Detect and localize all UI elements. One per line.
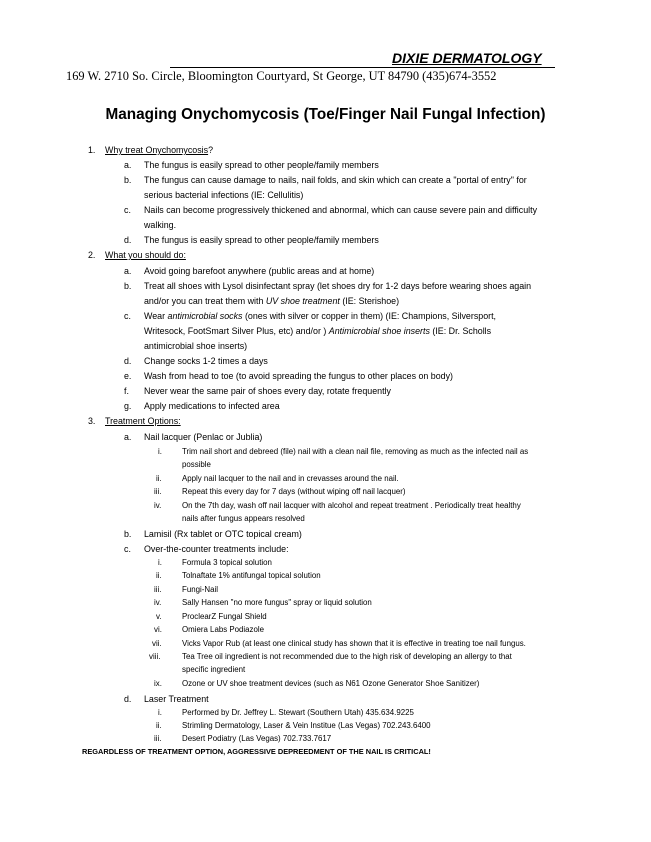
list-marker: vii. — [152, 639, 162, 648]
list-marker: iv. — [154, 501, 162, 510]
treatment-option: Lamisil (Rx tablet or OTC topical cream) — [144, 529, 302, 539]
list-item: The fungus is easily spread to other people/family members — [144, 160, 379, 170]
treatment-option: Nail lacquer (Penlac or Jublia) — [144, 432, 263, 442]
list-item: ProclearZ Fungal Shield — [182, 612, 267, 621]
list-marker: iv. — [154, 598, 162, 607]
list-item: On the 7th day, wash off nail lacquer with alcohol and repeat treatment . Periodically treat healthy — [182, 501, 521, 510]
list-item: Omiera Labs Podiazole — [182, 625, 265, 634]
list-item: The fungus is easily spread to other people/family members — [144, 235, 379, 245]
list-marker: iii. — [154, 487, 162, 496]
list-item: Tolnaftate 1% antifungal topical solution — [182, 571, 321, 580]
section-heading: What you should do: — [105, 250, 186, 260]
list-marker: d. — [124, 694, 132, 704]
list-marker: i. — [158, 708, 162, 717]
list-marker: vi. — [154, 625, 162, 634]
list-marker: ii. — [156, 721, 162, 730]
list-marker: c. — [124, 205, 131, 215]
list-marker: g. — [124, 401, 132, 411]
list-item: Wear antimicrobial socks (ones with silver or copper in them) (IE: Champions, Silversport, — [144, 311, 497, 321]
list-item: Fungi-Nail — [182, 585, 218, 594]
clinic-name: DIXIE DERMATOLOGY — [392, 50, 542, 66]
list-item: Repeat this every day for 7 days (without wiping off nail lacquer) — [182, 487, 406, 496]
list-marker: b. — [124, 281, 132, 291]
list-marker: c. — [124, 311, 131, 321]
list-item: Performed by Dr. Jeffrey L. Stewart (Southern Utah) 435.634.9225 — [182, 708, 414, 717]
list-marker: b. — [124, 175, 132, 185]
treatment-option: Over-the-counter treatments include: — [144, 544, 289, 554]
list-marker: v. — [156, 612, 162, 621]
list-item-continued: walking. — [144, 220, 177, 230]
list-item: Sally Hansen "no more fungus" spray or liquid solution — [182, 598, 372, 607]
list-marker: e. — [124, 371, 132, 381]
list-marker: ii. — [156, 474, 162, 483]
list-item: Avoid going barefoot anywhere (public areas and at home) — [144, 266, 375, 276]
list-marker: iii. — [154, 585, 162, 594]
clinic-address: 169 W. 2710 So. Circle, Bloomington Courtyard, St George, UT 84790 (435)674-3552 — [66, 69, 497, 83]
list-item: Tea Tree oil ingredient is not recommended due to the high risk of developing an allergy to that — [182, 652, 512, 661]
list-item: Ozone or UV shoe treatment devices (such as N61 Ozone Generator Shoe Sanitizer) — [182, 679, 480, 688]
list-item: Apply nail lacquer to the nail and in crevasses around the nail. — [182, 474, 399, 483]
list-item-continued: possible — [182, 460, 211, 469]
list-item-continued: nails after fungus appears resolved — [182, 514, 305, 523]
list-marker: ix. — [154, 679, 162, 688]
list-item: Change socks 1-2 times a days — [144, 356, 268, 366]
list-marker: a. — [124, 266, 132, 276]
list-item-continued: and/or you can treat them with UV shoe treatment (IE: Sterishoe) — [144, 296, 400, 306]
section-number: 3. — [88, 416, 96, 426]
list-item-continued: antimicrobial shoe inserts) — [144, 341, 248, 351]
list-marker: viii. — [149, 652, 161, 661]
footer-warning: REGARDLESS OF TREATMENT OPTION, AGGRESSIVE DEPREEDMENT OF THE NAIL IS CRITICAL! — [82, 747, 431, 756]
list-marker: b. — [124, 529, 132, 539]
list-marker: c. — [124, 544, 131, 554]
list-item: Desert Podiatry (Las Vegas) 702.733.7617 — [182, 734, 332, 743]
list-item: Strimling Dermatology, Laser & Vein Institue (Las Vegas) 702.243.6400 — [182, 721, 431, 730]
list-item: Trim nail short and debreed (file) nail with a clean nail file, removing as much as the infected nail as — [182, 447, 529, 456]
list-marker: i. — [158, 558, 162, 567]
list-item: Never wear the same pair of shoes every day, rotate frequently — [144, 386, 391, 396]
list-marker: d. — [124, 235, 132, 245]
list-item: Vicks Vapor Rub (at least one clinical study has shown that it is effective in treating toe nail fungus. — [182, 639, 526, 648]
list-marker: i. — [158, 447, 162, 456]
list-marker: f. — [124, 386, 129, 396]
section-heading: Treatment Options: — [105, 416, 181, 426]
treatment-option: Laser Treatment — [144, 694, 209, 704]
list-item: Treat all shoes with Lysol disinfectant spray (let shoes dry for 1-2 days before wearing shoes again — [144, 281, 532, 291]
list-marker: iii. — [154, 734, 162, 743]
list-item-continued: Writesock, FootSmart Silver Plus, etc) and/or ) Antimicrobial shoe inserts (IE: Dr. Scholls — [144, 326, 492, 336]
section-heading: Why treat Onychomycosis? — [105, 145, 214, 155]
list-marker: ii. — [156, 571, 162, 580]
list-item: Formula 3 topical solution — [182, 558, 272, 567]
list-marker: d. — [124, 356, 132, 366]
list-item: Nails can become progressively thickened and abnormal, which can cause severe pain and difficulty — [144, 205, 538, 215]
section-number: 1. — [88, 145, 96, 155]
list-marker: a. — [124, 432, 132, 442]
header-rule — [170, 67, 555, 68]
list-marker: a. — [124, 160, 132, 170]
section-number: 2. — [88, 250, 96, 260]
list-item: The fungus can cause damage to nails, nail folds, and skin which can create a "portal of entry" for — [144, 175, 527, 185]
list-item-continued: serious bacterial infections (IE: Cellulitis) — [144, 190, 304, 200]
list-item-continued: specific ingredient — [182, 665, 246, 674]
list-item: Wash from head to toe (to avoid spreading the fungus to other places on body) — [144, 371, 454, 381]
list-item: Apply medications to infected area — [144, 401, 280, 411]
page-title: Managing Onychomycosis (Toe/Finger Nail Fungal Infection) — [105, 106, 546, 123]
